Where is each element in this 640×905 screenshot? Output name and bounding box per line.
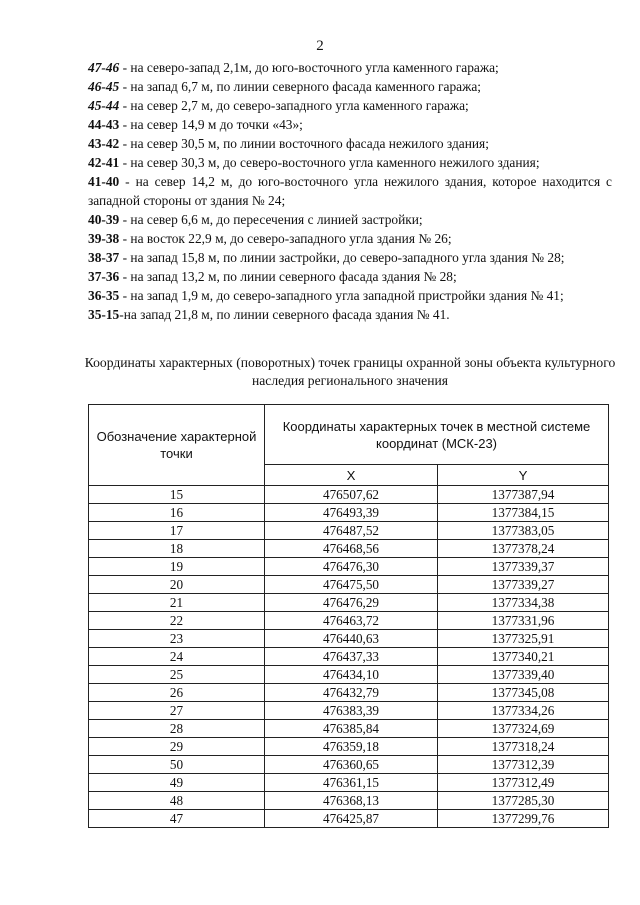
segment-text: -на запад 21,8 м, по линии северного фасада здания № 41. (119, 307, 450, 322)
header-point-designation: Обозначение характерной точки (89, 405, 265, 486)
cell-point: 23 (89, 630, 265, 648)
segment-item (88, 267, 612, 286)
cell-x: 476493,39 (265, 504, 438, 522)
cell-y: 1377378,24 (438, 540, 609, 558)
segment-points: 36-35 (88, 288, 120, 303)
segment-points: 47-46 (88, 60, 120, 75)
cell-x: 476359,18 (265, 738, 438, 756)
cell-x: 476360,65 (265, 756, 438, 774)
segment-text: - на север 14,2 м, до юго-восточного угла нежилого здания, которое находится с западной стороны от здания № 24; (88, 174, 612, 208)
cell-x: 476361,15 (265, 774, 438, 792)
cell-x: 476383,39 (265, 702, 438, 720)
cell-y: 1377334,38 (438, 594, 609, 612)
cell-point: 21 (89, 594, 265, 612)
table-row (89, 720, 609, 738)
cell-x: 476437,33 (265, 648, 438, 666)
segment-item (88, 115, 612, 134)
cell-y: 1377345,08 (438, 684, 609, 702)
segment-points: 44-43 (88, 117, 120, 132)
cell-x: 476425,87 (265, 810, 438, 828)
table-row (89, 702, 609, 720)
segment-item (88, 58, 612, 77)
segment-text: - на восток 22,9 м, до северо-западного угла здания № 26; (119, 231, 452, 246)
segment-points: 41-40 (88, 174, 120, 189)
cell-point: 22 (89, 612, 265, 630)
cell-point: 26 (89, 684, 265, 702)
cell-x: 476487,52 (265, 522, 438, 540)
segment-text: - на запад 13,2 м, по линии северного фасада здания № 28; (119, 269, 457, 284)
segment-item (88, 210, 612, 229)
cell-y: 1377384,15 (438, 504, 609, 522)
cell-y: 1377325,91 (438, 630, 609, 648)
cell-x: 476368,13 (265, 792, 438, 810)
table-row (89, 522, 609, 540)
cell-y: 1377334,26 (438, 702, 609, 720)
cell-point: 28 (89, 720, 265, 738)
cell-point: 18 (89, 540, 265, 558)
cell-y: 1377285,30 (438, 792, 609, 810)
segment-text: - на север 2,7 м, до северо-западного угла каменного гаража; (119, 98, 469, 113)
cell-x: 476440,63 (265, 630, 438, 648)
segment-points: 46-45 (88, 79, 120, 94)
cell-y: 1377339,40 (438, 666, 609, 684)
cell-x: 476476,30 (265, 558, 438, 576)
cell-point: 15 (89, 486, 265, 504)
cell-point: 49 (89, 774, 265, 792)
table-row (89, 684, 609, 702)
segment-item (88, 77, 612, 96)
cell-y: 1377312,49 (438, 774, 609, 792)
segment-text: - на запад 15,8 м, по линии застройки, до северо-западного угла здания № 28; (119, 250, 565, 265)
segment-text: - на север 30,5 м, по линии восточного фасада нежилого здания; (119, 136, 489, 151)
cell-x: 476507,62 (265, 486, 438, 504)
cell-y: 1377339,37 (438, 558, 609, 576)
cell-point: 24 (89, 648, 265, 666)
segment-points: 45-44 (88, 98, 120, 113)
cell-point: 27 (89, 702, 265, 720)
page-number: 2 (316, 38, 324, 54)
cell-y: 1377339,27 (438, 576, 609, 594)
table-row (89, 738, 609, 756)
header-x: X (265, 465, 438, 486)
cell-x: 476434,10 (265, 666, 438, 684)
coordinates-table (88, 404, 609, 828)
cell-y: 1377340,21 (438, 648, 609, 666)
segment-item (88, 172, 612, 210)
cell-point: 47 (89, 810, 265, 828)
cell-y: 1377312,39 (438, 756, 609, 774)
segment-item (88, 96, 612, 115)
table-row (89, 612, 609, 630)
segment-points: 37-36 (88, 269, 120, 284)
coordinates-table-body (89, 486, 609, 828)
segment-text: - на север 14,9 м до точки «43»; (119, 117, 303, 132)
header-y: Y (438, 465, 609, 486)
segment-item (88, 305, 612, 324)
segment-points: 40-39 (88, 212, 120, 227)
cell-x: 476385,84 (265, 720, 438, 738)
cell-x: 476476,29 (265, 594, 438, 612)
cell-point: 17 (89, 522, 265, 540)
segment-item (88, 153, 612, 172)
table-row (89, 810, 609, 828)
cell-point: 20 (89, 576, 265, 594)
table-row (89, 504, 609, 522)
segment-points: 35-15 (88, 307, 120, 322)
cell-x: 476463,72 (265, 612, 438, 630)
section-title: Координаты характерных (поворотных) точек границы охранной зоны объекта культурного наследия регионального значения (84, 355, 616, 388)
segment-item (88, 229, 612, 248)
header-coordinates: Координаты характерных точек в местной системе координат (МСК-23) (265, 405, 609, 465)
cell-y: 1377299,76 (438, 810, 609, 828)
cell-point: 16 (89, 504, 265, 522)
cell-y: 1377383,05 (438, 522, 609, 540)
table-row (89, 666, 609, 684)
segment-text: - на запад 6,7 м, по линии северного фасада каменного гаража; (119, 79, 481, 94)
segment-text: - на северо-запад 2,1м, до юго-восточного угла каменного гаража; (119, 60, 499, 75)
segment-points: 43-42 (88, 136, 120, 151)
table-row (89, 792, 609, 810)
table-row (89, 594, 609, 612)
segment-text: - на запад 1,9 м, до северо-западного угла западной пристройки здания № 41; (119, 288, 564, 303)
table-row (89, 540, 609, 558)
boundary-segments-list (88, 58, 612, 324)
segment-points: 38-37 (88, 250, 120, 265)
cell-y: 1377318,24 (438, 738, 609, 756)
segment-points: 42-41 (88, 155, 120, 170)
table-row (89, 486, 609, 504)
table-row (89, 630, 609, 648)
cell-point: 29 (89, 738, 265, 756)
segment-text: - на север 30,3 м, до северо-восточного угла каменного нежилого здания; (119, 155, 540, 170)
cell-y: 1377331,96 (438, 612, 609, 630)
table-row (89, 756, 609, 774)
cell-x: 476475,50 (265, 576, 438, 594)
table-row (89, 558, 609, 576)
table-row (89, 774, 609, 792)
cell-x: 476432,79 (265, 684, 438, 702)
table-row (89, 648, 609, 666)
cell-point: 50 (89, 756, 265, 774)
segment-text: - на север 6,6 м, до пересечения с линией застройки; (119, 212, 423, 227)
table-row (89, 576, 609, 594)
cell-x: 476468,56 (265, 540, 438, 558)
cell-point: 25 (89, 666, 265, 684)
segment-points: 39-38 (88, 231, 120, 246)
segment-item (88, 286, 612, 305)
cell-y: 1377387,94 (438, 486, 609, 504)
cell-point: 19 (89, 558, 265, 576)
segment-item (88, 134, 612, 153)
cell-point: 48 (89, 792, 265, 810)
segment-item (88, 248, 612, 267)
cell-y: 1377324,69 (438, 720, 609, 738)
